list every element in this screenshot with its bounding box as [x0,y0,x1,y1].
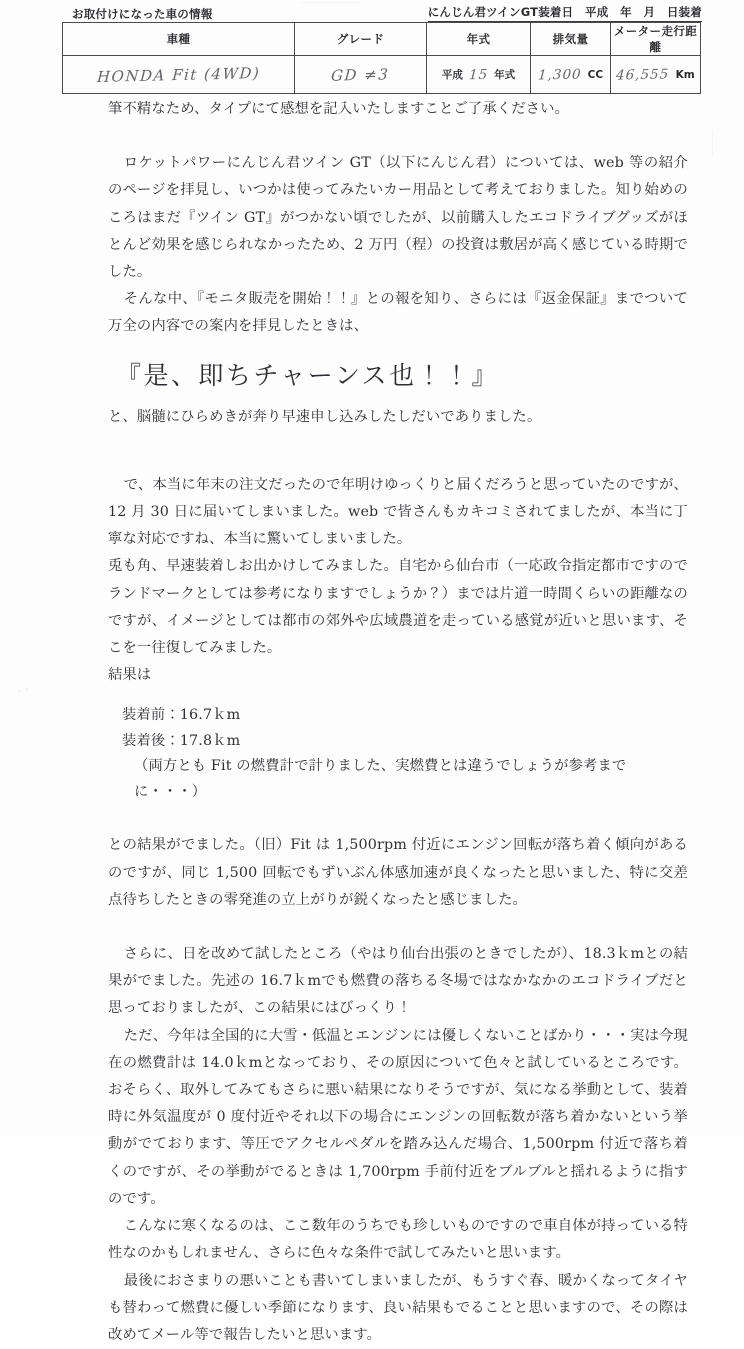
emphasized-exclamation: 『是、即ちチャーンス也！！』 [108,355,688,397]
model-value: HONDA Fit (4WD) [96,63,260,85]
table-row [63,56,701,94]
paragraph-weather-note: こんなに寒くなるのは、ここ数年のうちでも珍しいものですので車自体が持っている特性なのかもしれません、さらに色々な条件で試してみたいと思います。 [108,1213,688,1267]
vehicle-info-table [62,22,701,94]
odometer-value: 46,555 [616,66,670,83]
result-after-install: 装着後：17.8ｋm [108,729,688,755]
install-date-label: にんじん君ツインGT装着日 平成 年 月 日装着 [428,4,702,22]
year-prefix-label: 平成 [442,67,463,82]
paragraph-monitor-sale: そんな中、『モニタ販売を開始！！』との報を知り、さらには『返金保証』までついて万全の内容での案内を拝見したときは、 [108,286,688,340]
paragraph-closing: 最後におさまりの悪いことも書いてしまいましたが、もうすぐ春、暖かくなってタイヤも替わって燃費に優しい季節になります、良い結果もでることと思いますので、その際は改めてメール等で報告したいと思います。 [108,1268,688,1349]
paragraph-delivery: で、本当に年末の注文だったので年明けゆっくりと届くだろうと思っていたのですが、12 月 30 日に届いてしまいました。web で皆さんもカキコミされてましたが、本当に丁寧な対応ですね、本当に驚いてしまいました。 [108,472,688,554]
column-header-displacement: 排気量 [531,23,611,56]
paragraph-rpm-feel: との結果がでました。（旧）Fit は 1,500rpm 付近にエンジン回転が落ち着く傾向があるのですが、同じ 1,500 回転でもずいぶん体感加速が良くなったと思いました、特に交差点待ちしたときの零発進の立上がりが鋭くなったと感じました。 [108,832,688,914]
cell-model [63,56,295,94]
displacement-unit-label: CC [588,69,603,81]
paragraph-second-test: さらに、日を改めて試したところ（やはり仙台出張のときでしたが）、18.3ｋmとの結果がでました。先述の 16.7ｋmでも燃費の落ちる冬場ではなかなかのエコドライブだと思っておりましたが、この結果にはびっくり！ [108,941,688,1023]
document-body [108,96,688,1349]
form-header [62,2,702,22]
grade-value: GD ≠3 [331,65,391,84]
column-header-grade: グレード [295,23,427,56]
year-value: 15 [468,66,488,82]
odometer-unit-label: Km [676,69,695,81]
column-header-year: 年式 [427,23,531,56]
result-before-install: 装着前：16.7ｋm [108,703,688,729]
displacement-value: 1,300 [537,66,582,83]
year-suffix-label: 年式 [494,67,515,82]
result-measurement-note: （両方とも Fit の燃費計で計りました、実燃費とは違うでしょうが参考までに・・・） [108,754,688,805]
paragraph-results-heading: 結果は [108,662,688,689]
paragraph-apology: 筆不精なため、タイプにて感想を記入いたしますことご了承ください。 [108,96,688,123]
cell-grade [295,56,427,94]
scan-artifact [26,688,28,691]
scan-artifact [712,130,713,156]
cell-year [427,56,531,94]
table-header-row [63,23,701,56]
vehicle-info-label: お取付けになった車の情報 [62,6,212,22]
paragraph-cold-weather: ただ、今年は全国的に大雪・低温とエンジンには優しくないことばかり・・・実は今現在の燃費計は 14.0ｋmとなっており、その原因について色々と試しているところです。おそらく、取外してみてもさらに悪い結果になりそうですが、気になる挙動として、装着時に外気温度が 0 度付近やそれ以下の場合にエンジンの回転数が落ち着かないという挙動がでております、等圧でアクセルペダルを踏み込んだ場合、1,500rpm 付近で落ち着くのですが、その挙動がでるときは 1,700rpm 手前付近をブルブルと揺れるように指すのです。 [108,1023,688,1213]
paragraph-applied: と、脳髄にひらめきが奔り早速申し込みしたしだいでありました。 [108,404,688,431]
scan-artifact [18,690,20,692]
paragraph-introduction: ロケットパワーにんじん君ツイン GT（以下にんじん君）については、web 等の紹介のページを拝見し、いつかは使ってみたいカー用品として考えておりました。知り始めのころはまだ『ツイン GT』がつかない頃でしたが、以前購入したエコドライブグッズがほとんど効果を感じられなかったため、2 万円（程）の投資は敷居が高く感じている時期でした。 [108,150,688,286]
cell-odometer [611,56,701,94]
column-header-model: 車種 [63,23,295,56]
paragraph-drive-route: 兎も角、早速装着しお出かけしてみました。自宅から仙台市（一応政令指定都市ですのでランドマークとしては参考になりますでしょうか？）までは片道一時間くらいの距離なのですが、イメージとしては都市の郊外や広域農道を走っている感覚が近いと思います、そこを一往復してみました。 [108,553,688,662]
column-header-odometer: メーター走行距離 [611,23,701,56]
cell-displacement [531,56,611,94]
